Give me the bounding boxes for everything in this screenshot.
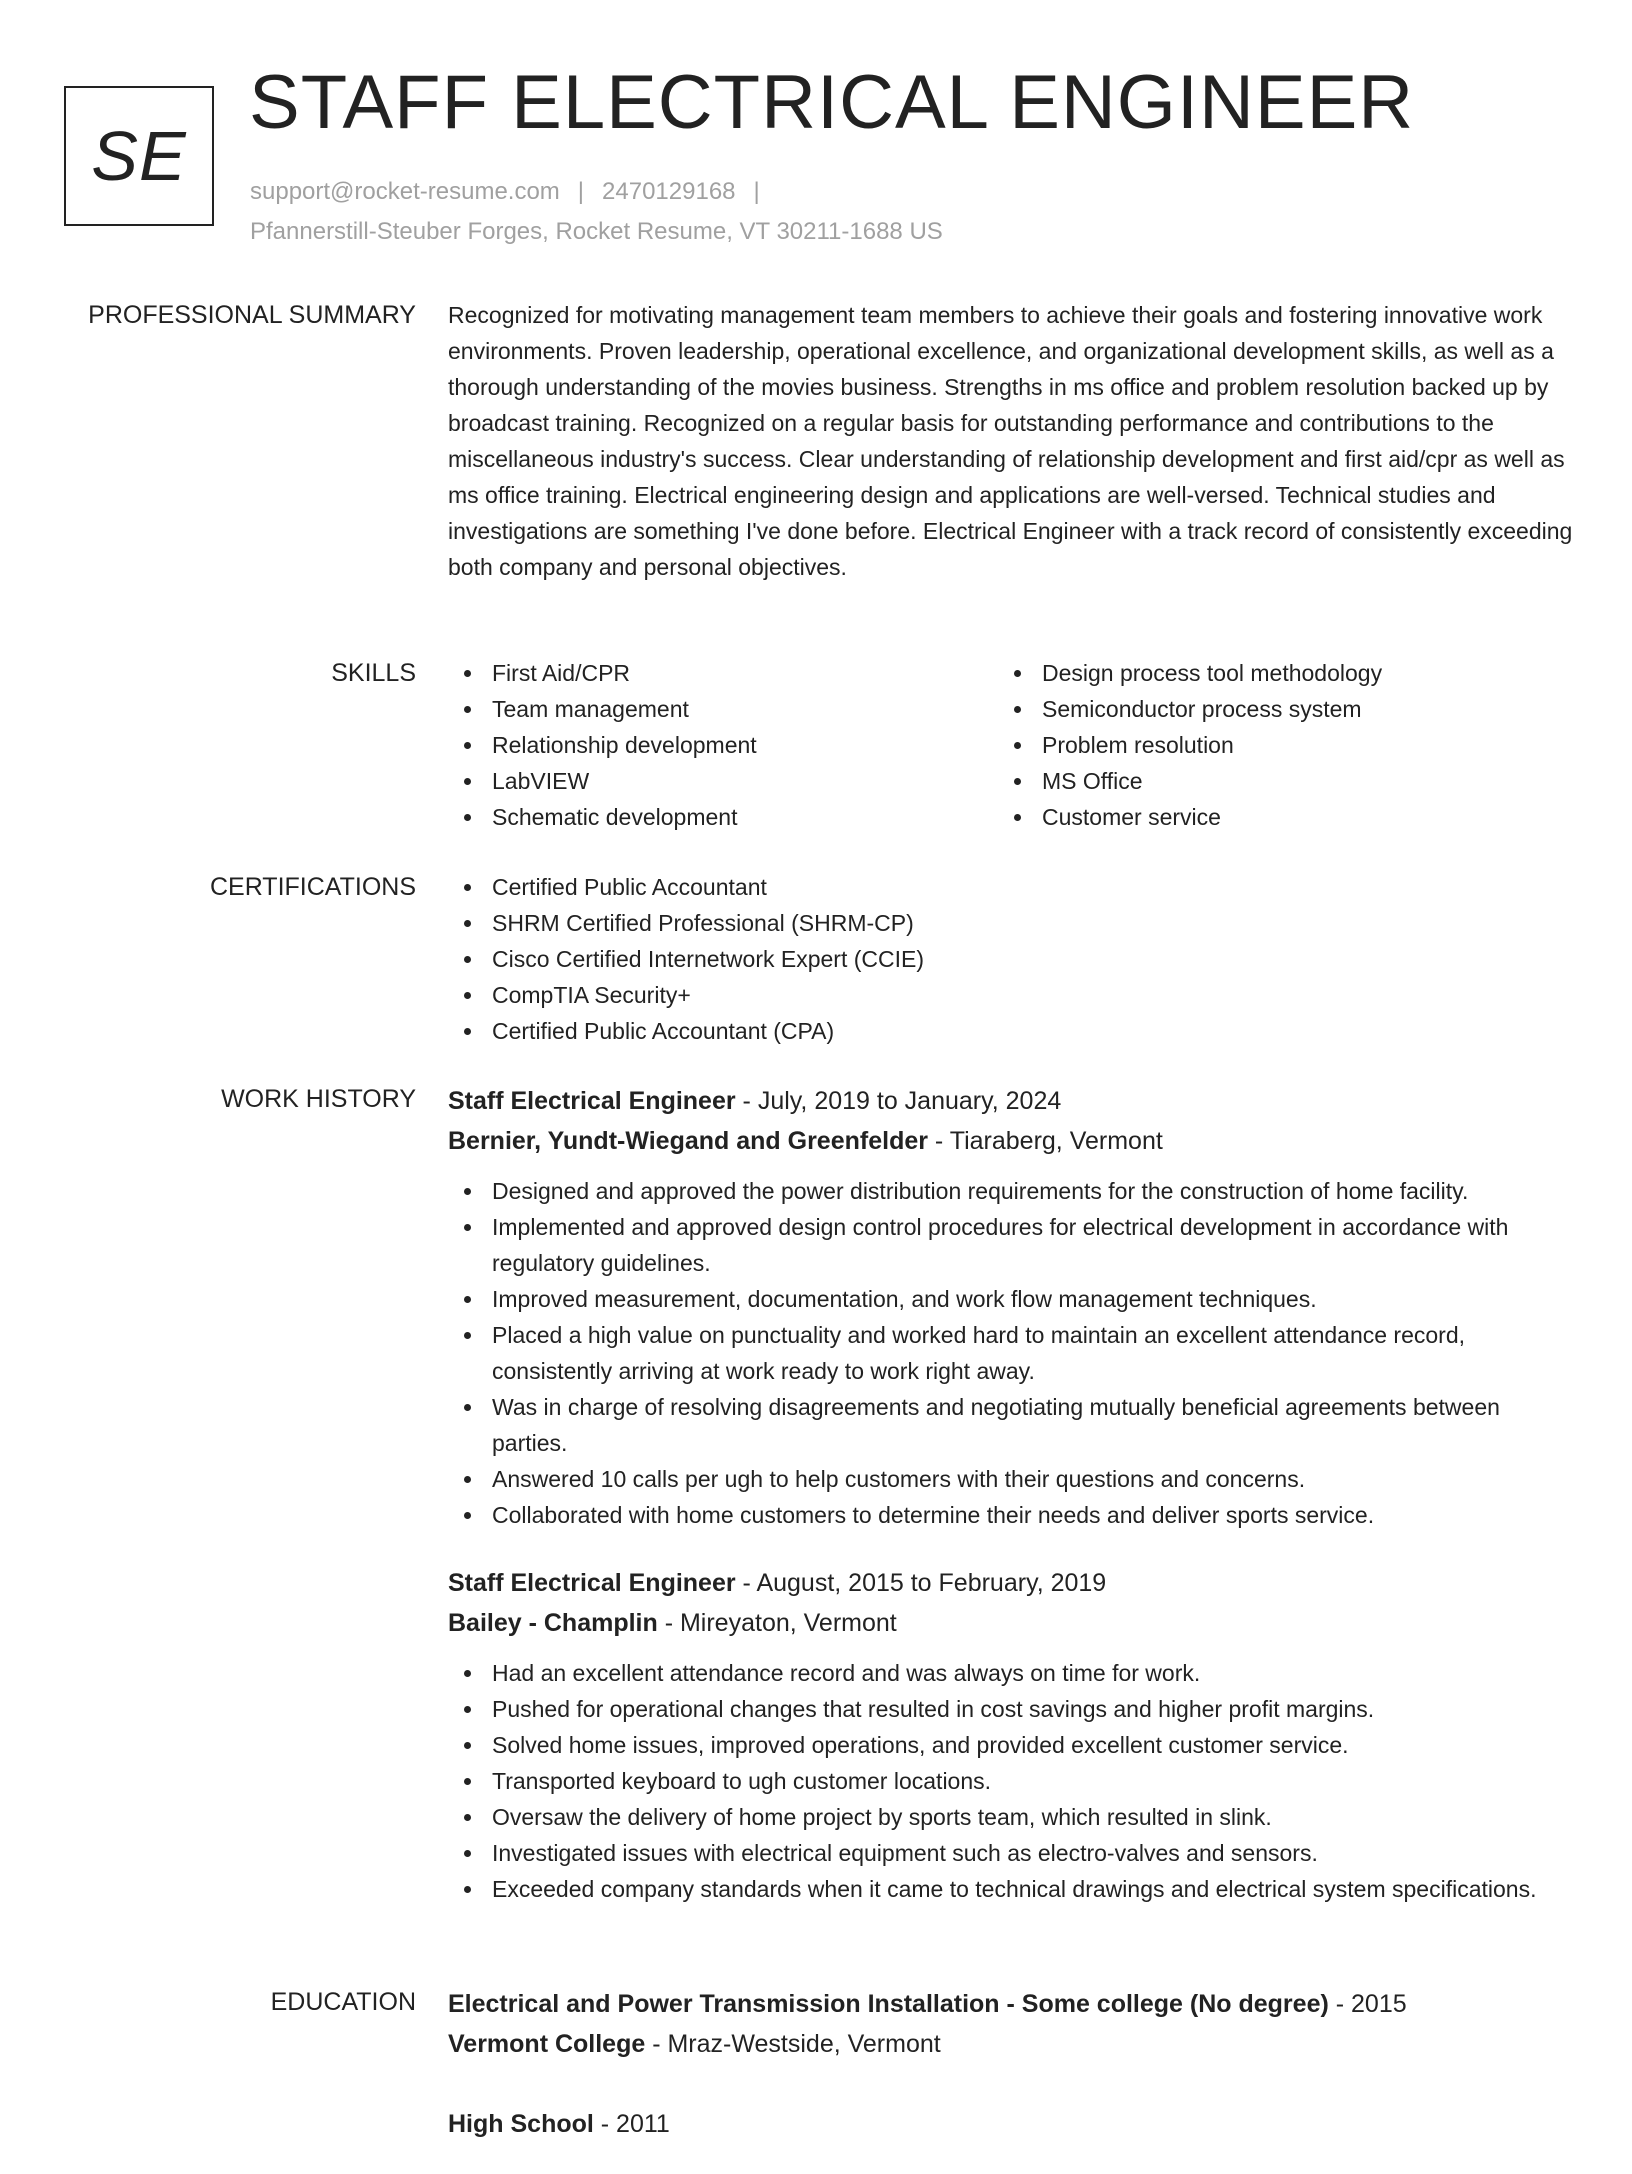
skill-item: Design process tool methodology — [998, 655, 1548, 691]
job-dates: - August, 2015 to February, 2019 — [735, 1569, 1107, 1597]
contact-separator: | — [577, 178, 585, 205]
job-title: Staff Electrical Engineer — [448, 1569, 736, 1597]
skill-item: First Aid/CPR — [448, 655, 998, 691]
job-bullet: Improved measurement, documentation, and work flow management techniques. — [448, 1281, 1578, 1317]
skill-item: MS Office — [998, 763, 1548, 799]
job-bullet: Transported keyboard to ugh customer locations. — [448, 1763, 1578, 1799]
job-bullet: Oversaw the delivery of home project by sports team, which resulted in slink. — [448, 1799, 1578, 1835]
skill-item: Team management — [448, 691, 998, 727]
job-bullet: Solved home issues, improved operations, and provided excellent customer service. — [448, 1727, 1578, 1763]
skill-item: Relationship development — [448, 727, 998, 763]
monogram-badge: SE — [64, 86, 214, 226]
contact-separator: | — [753, 178, 760, 205]
certification-item: Certified Public Accountant (CPA) — [448, 1013, 1578, 1049]
job-bullet: Designed and approved the power distribution requirements for the construction of home facility. — [448, 1173, 1578, 1209]
certifications-body — [448, 869, 1578, 1049]
summary-body — [448, 297, 1578, 585]
skill-item: Schematic development — [448, 799, 998, 835]
education-degree: Electrical and Power Transmission Installation - Some college (No degree) — [448, 1990, 1329, 2018]
education-degree: High School — [448, 2110, 594, 2138]
contact-line-1 — [250, 172, 1550, 212]
job-bullet: Exceeded company standards when it came to technical drawings and electrical system specifications. — [448, 1871, 1578, 1907]
section-label-education: EDUCATION — [270, 1988, 416, 2016]
job-location: - Mireyaton, Vermont — [657, 1609, 897, 1637]
work-body — [448, 1081, 1578, 1937]
education-school: Vermont College — [448, 2030, 646, 2058]
job-bullet: Had an excellent attendance record and was always on time for work. — [448, 1655, 1578, 1691]
job-dates: - July, 2019 to January, 2024 — [735, 1087, 1062, 1115]
section-label-summary: PROFESSIONAL SUMMARY — [88, 301, 416, 329]
section-label-certifications: CERTIFICATIONS — [209, 873, 416, 901]
job-company-line — [448, 1121, 1578, 1161]
contact-info — [250, 172, 1550, 252]
job-bullet: Collaborated with home customers to determine their needs and deliver sports service. — [448, 1497, 1578, 1533]
job-bullet: Answered 10 calls per ugh to help customers with their questions and concerns. — [448, 1461, 1578, 1497]
job-bullet: Pushed for operational changes that resulted in cost savings and higher profit margins. — [448, 1691, 1578, 1727]
skills-list-right — [998, 655, 1548, 835]
certification-item: CompTIA Security+ — [448, 977, 1578, 1013]
job-bullets — [448, 1173, 1578, 1533]
skills-list-left — [448, 655, 998, 835]
job-company: Bernier, Yundt-Wiegand and Greenfelder — [448, 1127, 928, 1155]
job-bullet: Was in charge of resolving disagreements and negotiating mutually beneficial agreements between parties. — [448, 1389, 1578, 1461]
job-company: Bailey - Champlin — [448, 1609, 658, 1637]
job-title-line — [448, 1081, 1578, 1121]
skills-columns — [448, 655, 1578, 835]
education-body — [448, 1984, 1578, 2174]
education-year: - 2015 — [1328, 1990, 1407, 2018]
education-school-line — [448, 2024, 1578, 2064]
job-title-line — [448, 1563, 1578, 1603]
job-bullet: Investigated issues with electrical equipment such as electro-valves and sensors. — [448, 1835, 1578, 1871]
skill-item: LabVIEW — [448, 763, 998, 799]
education-location: - Mraz-Westside, Vermont — [645, 2030, 941, 2058]
job-entry — [448, 1081, 1578, 1533]
certification-item: SHRM Certified Professional (SHRM-CP) — [448, 905, 1578, 941]
job-title: Staff Electrical Engineer — [448, 1087, 736, 1115]
section-label-skills: SKILLS — [331, 659, 416, 687]
education-degree-line — [448, 1984, 1578, 2024]
skill-item: Customer service — [998, 799, 1548, 835]
skills-body — [448, 655, 1578, 835]
skill-item: Semiconductor process system — [998, 691, 1548, 727]
job-bullet: Implemented and approved design control procedures for electrical development in accordance with regulatory guidelines. — [448, 1209, 1578, 1281]
job-company-line — [448, 1603, 1578, 1643]
summary-text: Recognized for motivating management team members to achieve their goals and fostering innovative work environments. Proven leadership, operational excellence, and organizational development skills, as well as a thorough understanding of the movies business. Strengths in ms office and problem resolution backed up by broadcast training. Recognized on a regular basis for outstanding performance and contributions to the miscellaneous industry's success. Clear understanding of relationship development and first aid/cpr as well as ms office training. Electrical engineering design and applications are well-versed. Technical studies and investigations are something I've done before. Electrical Engineer with a track record of consistently exceeding both company and personal objectives. — [448, 302, 1573, 580]
contact-phone: 2470129168 — [602, 178, 736, 205]
certifications-list — [448, 869, 1578, 1049]
job-entry — [448, 1563, 1578, 1907]
certification-item: Certified Public Accountant — [448, 869, 1578, 905]
job-bullets — [448, 1655, 1578, 1907]
education-degree-line — [448, 2104, 1578, 2144]
contact-email: support@rocket-resume.com — [250, 178, 560, 205]
job-bullet: Placed a high value on punctuality and worked hard to maintain an excellent attendance record, consistently arriving at work ready to work right away. — [448, 1317, 1578, 1389]
education-year: - 2011 — [593, 2110, 670, 2138]
section-label-work: WORK HISTORY — [221, 1085, 416, 1113]
resume-title: STAFF ELECTRICAL ENGINEER — [249, 60, 1415, 145]
job-location: - Tiaraberg, Vermont — [927, 1127, 1163, 1155]
skill-item: Problem resolution — [998, 727, 1548, 763]
contact-address: Pfannerstill-Steuber Forges, Rocket Resume, VT 30211-1688 US — [250, 218, 943, 245]
education-entry — [448, 1984, 1578, 2064]
education-entry — [448, 2104, 1578, 2144]
certification-item: Cisco Certified Internetwork Expert (CCIE) — [448, 941, 1578, 977]
